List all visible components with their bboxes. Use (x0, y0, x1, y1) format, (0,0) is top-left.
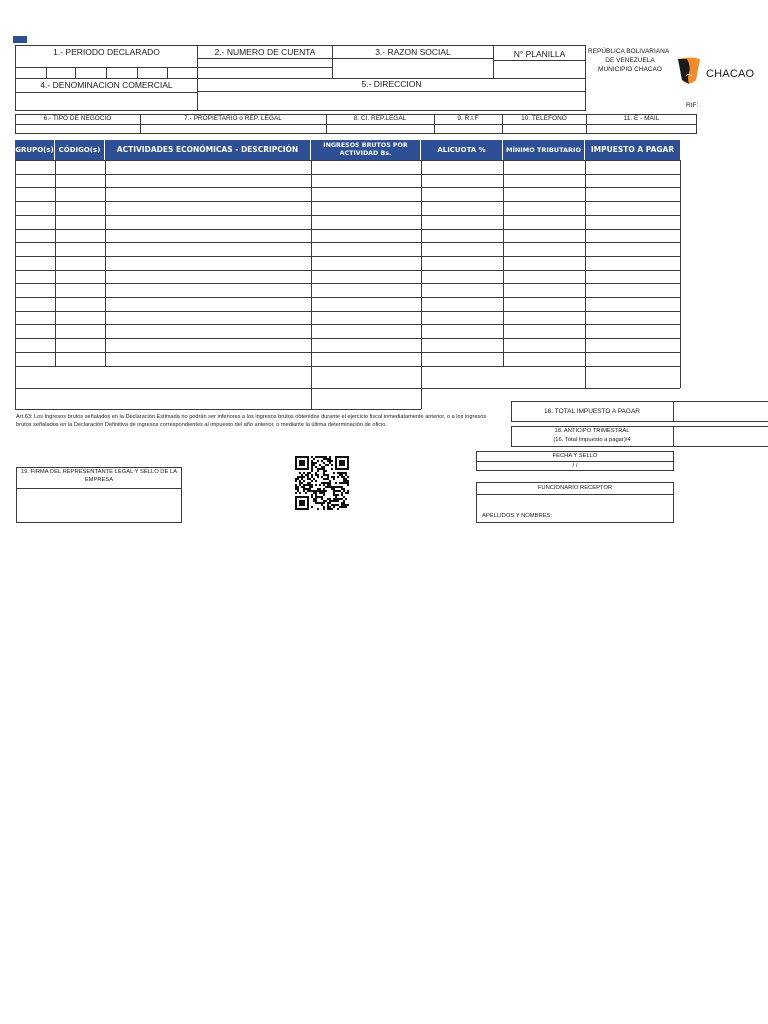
table-row-line (15, 338, 680, 339)
rif-label: 9. R.I.F (457, 115, 479, 122)
qr-code-icon (295, 456, 349, 510)
table-row-line (15, 366, 680, 367)
ci-label: 8. CI. REP.LEGAL (353, 115, 407, 122)
summary-line (585, 366, 586, 388)
table-col-line (680, 160, 681, 366)
table-row-line (15, 297, 680, 298)
col-header-ingresos: INGRESOS BRUTOS POR ACTIVIDAD Bs. (311, 140, 421, 160)
col-header-impuesto: IMPUESTO A PAGAR (585, 140, 680, 160)
table-col-line (421, 160, 422, 366)
table-row-line (15, 242, 680, 243)
table-row-line (15, 187, 680, 188)
table-row-line (15, 256, 680, 257)
fecha-sello-label: FECHA Y SELLO (552, 453, 598, 459)
col-header-actividades: ACTIVIDADES ECONÓMICAS - DESCRIPCIÓN (105, 140, 311, 160)
table-row-line (15, 215, 680, 216)
art63-note: Art.63: Los Ingresos brutos señalados en la Declaración Estimada no podrán ser inferiores a los ingresos brutos obtenidos durante el ejercicio fiscal inmediatamente anterior, o a los ingresos brutos señalados en la Declaración Definitiva de ingresos correspondientes al impuesto del año anterior, o mediante la última determinación de oficio. (16, 414, 487, 428)
table-row-line (15, 174, 680, 175)
table-row-line (15, 201, 680, 202)
total-impuesto-label: 16. TOTAL IMPUESTO A PAGAR (544, 408, 640, 415)
summary-line (15, 388, 680, 389)
anticipo-label-1: 18. ANTICIPO TRIMESTRAL (554, 428, 630, 434)
table-col-line (311, 160, 312, 366)
direccion-label: 5.- DIRECCION (361, 79, 422, 89)
table-row-line (15, 270, 680, 271)
table-row-line (15, 352, 680, 353)
summary-line (15, 409, 421, 410)
periodo-label: 1.- PERIODO DECLARADO (53, 47, 160, 57)
apellidos-label: APELLIDOS Y NOMBRES: (482, 513, 553, 519)
chacao-logo-text: CHACAO (706, 68, 755, 80)
table-row-line (15, 324, 680, 325)
denominacion-label: 4.- DENOMINACION COMERCIAL (40, 80, 173, 90)
table-row-line (15, 229, 680, 230)
chacao-logo-icon (674, 56, 704, 88)
table-row-line (15, 283, 680, 284)
corner-marker (13, 36, 27, 43)
branding-rif-label: RIF: (686, 102, 699, 109)
table-row-line (15, 160, 680, 161)
funcionario-label: FUNCIONARIO RECEPTOR (537, 485, 613, 491)
table-col-line (105, 160, 106, 366)
email-label: 11. E - MAIL (623, 115, 660, 122)
anticipo-label-2: (16. Total Impuesto a pagar)/4 (553, 437, 631, 443)
table-col-line (55, 160, 56, 366)
telefono-label: 10. TELEFONO (521, 115, 567, 122)
col-header-minimo: MÍNIMO TRIBUTARIO (503, 140, 585, 160)
municipio-line: MUNICIPIO CHACAO (598, 66, 662, 73)
venezuela-line: DE VENEZUELA (605, 57, 655, 64)
republica-line: REPÚBLICA BOLIVARIANA (588, 48, 670, 55)
col-header-codigo: CÓDIGO(s) (55, 140, 105, 160)
table-col-line (585, 160, 586, 366)
fecha-slashes: / / (572, 463, 578, 469)
tipo-label: 6.- TIPO DE NEGOCIO (43, 115, 112, 122)
table-col-line (15, 160, 16, 366)
col-header-alicuota: ALICUOTA % (421, 140, 503, 160)
firma-label: 19. FIRMA DEL REPRESENTANTE LEGAL Y SELLO DE LA EMPRESA (20, 469, 178, 483)
cuenta-label: 2.- NUMERO DE CUENTA (214, 47, 316, 57)
table-row-line (15, 311, 680, 312)
razon-label: 3.- RAZON SOCIAL (375, 47, 451, 57)
summary-line (680, 366, 681, 388)
planilla-label: N° PLANILLA (513, 49, 566, 59)
propietario-label: 7.- PROPIETARIO o REP. LEGAL (184, 115, 282, 122)
col-header-grupo: GRUPO(s) (15, 140, 55, 160)
table-col-line (503, 160, 504, 366)
